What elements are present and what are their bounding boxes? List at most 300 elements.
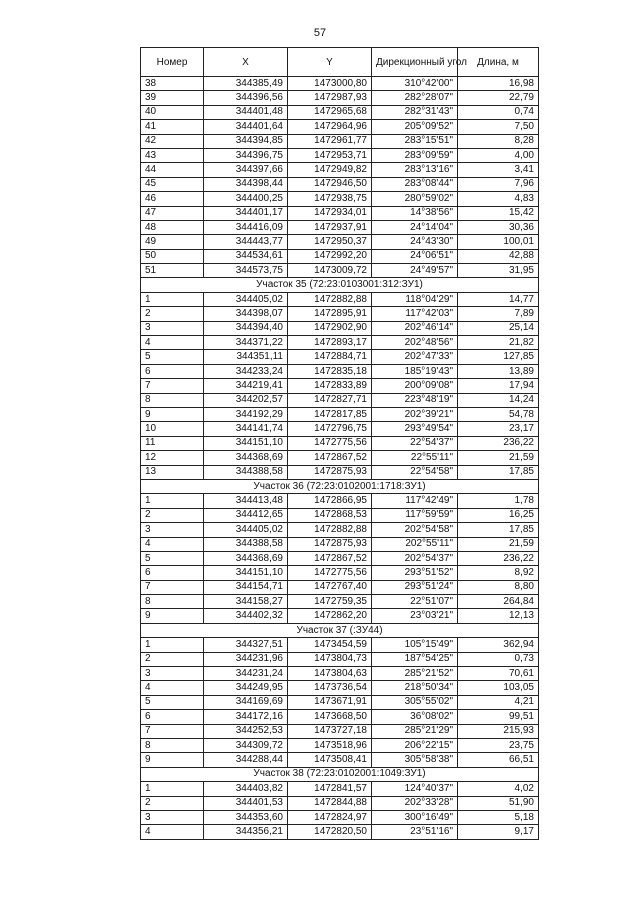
section-title: Участок 38 (72:23:0102001:1049:ЗУ1) — [141, 767, 539, 781]
table-row — [141, 350, 539, 364]
segment-length: 0,73 — [458, 652, 539, 666]
coord-x: 344403,82 — [204, 782, 288, 796]
segment-length: 1,78 — [458, 494, 539, 508]
section-title: Участок 36 (72:23:0102001:1718:ЗУ1) — [141, 479, 539, 493]
coord-x: 344151,10 — [204, 436, 288, 450]
table-row — [141, 566, 539, 580]
coord-y: 1472882,88 — [288, 523, 372, 537]
bearing-angle: 205°09'52" — [372, 120, 458, 134]
coord-y: 1472775,56 — [288, 436, 372, 450]
segment-length: 8,92 — [458, 566, 539, 580]
bearing-angle: 283°13'16" — [372, 163, 458, 177]
coord-x: 344158,27 — [204, 595, 288, 609]
coord-x: 344405,02 — [204, 523, 288, 537]
coord-y: 1472827,71 — [288, 393, 372, 407]
bearing-angle: 283°09'59" — [372, 148, 458, 162]
coord-x: 344172,16 — [204, 710, 288, 724]
coord-y: 1473000,80 — [288, 77, 372, 91]
segment-length: 70,61 — [458, 667, 539, 681]
coord-x: 344401,53 — [204, 796, 288, 810]
segment-length: 0,74 — [458, 105, 539, 119]
table-row — [141, 652, 539, 666]
point-number: 49 — [141, 235, 204, 249]
bearing-angle: 285°21'29" — [372, 724, 458, 738]
segment-length: 215,93 — [458, 724, 539, 738]
segment-length: 21,59 — [458, 537, 539, 551]
coord-x: 344356,21 — [204, 825, 288, 839]
coord-y: 1472987,93 — [288, 91, 372, 105]
coord-y: 1472767,40 — [288, 580, 372, 594]
table-row — [141, 580, 539, 594]
point-number: 9 — [141, 609, 204, 623]
bearing-angle: 282°31'43" — [372, 105, 458, 119]
point-number: 8 — [141, 595, 204, 609]
header-number: Номер — [141, 48, 204, 77]
point-number: 12 — [141, 451, 204, 465]
bearing-angle: 124°40'37" — [372, 782, 458, 796]
table-row — [141, 508, 539, 522]
coord-y: 1472759,35 — [288, 595, 372, 609]
coord-x: 344219,41 — [204, 379, 288, 393]
bearing-angle: 202°33'28" — [372, 796, 458, 810]
table-row — [141, 407, 539, 421]
coord-x: 344353,60 — [204, 810, 288, 824]
table-row — [141, 825, 539, 839]
point-number: 45 — [141, 177, 204, 191]
bearing-angle: 185°19'43" — [372, 364, 458, 378]
header-x: X — [204, 48, 288, 77]
segment-length: 31,95 — [458, 264, 539, 278]
coord-y: 1472964,96 — [288, 120, 372, 134]
coord-y: 1472961,77 — [288, 134, 372, 148]
point-number: 46 — [141, 192, 204, 206]
point-number: 5 — [141, 695, 204, 709]
coord-x: 344394,85 — [204, 134, 288, 148]
table-row — [141, 523, 539, 537]
segment-length: 30,36 — [458, 220, 539, 234]
coord-y: 1472875,93 — [288, 537, 372, 551]
bearing-angle: 218°50'34" — [372, 681, 458, 695]
bearing-angle: 293°51'52" — [372, 566, 458, 580]
table-row — [141, 609, 539, 623]
point-number: 1 — [141, 638, 204, 652]
coord-y: 1472824,97 — [288, 810, 372, 824]
segment-length: 7,96 — [458, 177, 539, 191]
bearing-angle: 117°42'03" — [372, 307, 458, 321]
point-number: 10 — [141, 422, 204, 436]
bearing-angle: 24°49'57" — [372, 264, 458, 278]
coord-y: 1472949,82 — [288, 163, 372, 177]
table-body — [141, 77, 539, 840]
table-row — [141, 120, 539, 134]
coord-y: 1472875,93 — [288, 465, 372, 479]
segment-length: 5,18 — [458, 810, 539, 824]
coord-y: 1473454,59 — [288, 638, 372, 652]
coord-x: 344401,17 — [204, 206, 288, 220]
segment-length: 7,50 — [458, 120, 539, 134]
coord-y: 1473804,63 — [288, 667, 372, 681]
table-row — [141, 595, 539, 609]
table-row — [141, 638, 539, 652]
segment-length: 4,21 — [458, 695, 539, 709]
segment-length: 51,90 — [458, 796, 539, 810]
bearing-angle: 23°03'21" — [372, 609, 458, 623]
coord-x: 344402,32 — [204, 609, 288, 623]
segment-length: 236,22 — [458, 551, 539, 565]
table-row — [141, 292, 539, 306]
point-number: 42 — [141, 134, 204, 148]
table-row — [141, 667, 539, 681]
table-row — [141, 422, 539, 436]
coord-y: 1473804,73 — [288, 652, 372, 666]
point-number: 5 — [141, 551, 204, 565]
segment-length: 127,85 — [458, 350, 539, 364]
point-number: 50 — [141, 249, 204, 263]
table-row — [141, 134, 539, 148]
bearing-angle: 202°46'14" — [372, 321, 458, 335]
coord-x: 344371,22 — [204, 336, 288, 350]
table-row — [141, 436, 539, 450]
coord-x: 344416,09 — [204, 220, 288, 234]
bearing-angle: 200°09'08" — [372, 379, 458, 393]
point-number: 3 — [141, 667, 204, 681]
coord-y: 1472820,50 — [288, 825, 372, 839]
table-row — [141, 91, 539, 105]
table-row — [141, 710, 539, 724]
point-number: 2 — [141, 307, 204, 321]
segment-length: 13,89 — [458, 364, 539, 378]
section-title-row — [141, 479, 539, 493]
point-number: 3 — [141, 523, 204, 537]
segment-length: 100,01 — [458, 235, 539, 249]
segment-length: 23,75 — [458, 738, 539, 752]
table-row — [141, 465, 539, 479]
coord-x: 344368,69 — [204, 451, 288, 465]
coord-y: 1472884,71 — [288, 350, 372, 364]
point-number: 2 — [141, 796, 204, 810]
segment-length: 4,02 — [458, 782, 539, 796]
coord-y: 1472866,95 — [288, 494, 372, 508]
table-row — [141, 220, 539, 234]
bearing-angle: 283°15'51" — [372, 134, 458, 148]
table-row — [141, 336, 539, 350]
point-number: 38 — [141, 77, 204, 91]
point-number: 39 — [141, 91, 204, 105]
bearing-angle: 105°15'49" — [372, 638, 458, 652]
table-row — [141, 77, 539, 91]
point-number: 9 — [141, 753, 204, 767]
coord-y: 1473671,91 — [288, 695, 372, 709]
point-number: 6 — [141, 566, 204, 580]
bearing-angle: 23°51'16" — [372, 825, 458, 839]
coord-x: 344396,56 — [204, 91, 288, 105]
segment-length: 7,89 — [458, 307, 539, 321]
coord-y: 1472937,91 — [288, 220, 372, 234]
bearing-angle: 14°38'56" — [372, 206, 458, 220]
coord-y: 1472965,68 — [288, 105, 372, 119]
point-number: 9 — [141, 407, 204, 421]
coord-y: 1472796,75 — [288, 422, 372, 436]
section-title-row — [141, 623, 539, 637]
point-number: 8 — [141, 738, 204, 752]
point-number: 8 — [141, 393, 204, 407]
coord-x: 344396,75 — [204, 148, 288, 162]
coord-x: 344397,66 — [204, 163, 288, 177]
point-number: 2 — [141, 652, 204, 666]
coord-x: 344202,57 — [204, 393, 288, 407]
table-row — [141, 393, 539, 407]
bearing-angle: 202°48'56" — [372, 336, 458, 350]
point-number: 51 — [141, 264, 204, 278]
coord-x: 344288,44 — [204, 753, 288, 767]
coord-x: 344233,24 — [204, 364, 288, 378]
point-number: 44 — [141, 163, 204, 177]
section-title-row — [141, 767, 539, 781]
point-number: 4 — [141, 681, 204, 695]
bearing-angle: 202°54'58" — [372, 523, 458, 537]
segment-length: 99,51 — [458, 710, 539, 724]
point-number: 1 — [141, 494, 204, 508]
bearing-angle: 22°51'07" — [372, 595, 458, 609]
point-number: 41 — [141, 120, 204, 134]
point-number: 48 — [141, 220, 204, 234]
header-bearing: Дирекционный угол — [372, 48, 458, 77]
segment-length: 8,80 — [458, 580, 539, 594]
coord-x: 344573,75 — [204, 264, 288, 278]
bearing-angle: 118°04'29" — [372, 292, 458, 306]
segment-length: 8,28 — [458, 134, 539, 148]
coord-y: 1472953,71 — [288, 148, 372, 162]
bearing-angle: 36°08'02" — [372, 710, 458, 724]
segment-length: 236,22 — [458, 436, 539, 450]
point-number: 7 — [141, 379, 204, 393]
coord-y: 1472950,37 — [288, 235, 372, 249]
bearing-angle: 223°48'19" — [372, 393, 458, 407]
segment-length: 9,17 — [458, 825, 539, 839]
segment-length: 16,98 — [458, 77, 539, 91]
coord-x: 344309,72 — [204, 738, 288, 752]
coord-x: 344154,71 — [204, 580, 288, 594]
coord-x: 344413,48 — [204, 494, 288, 508]
coord-y: 1473727,18 — [288, 724, 372, 738]
segment-length: 54,78 — [458, 407, 539, 421]
point-number: 1 — [141, 292, 204, 306]
coord-y: 1473736,54 — [288, 681, 372, 695]
table-row — [141, 264, 539, 278]
table-row — [141, 192, 539, 206]
point-number: 1 — [141, 782, 204, 796]
bearing-angle: 24°06'51" — [372, 249, 458, 263]
table-row — [141, 724, 539, 738]
header-y: Y — [288, 48, 372, 77]
coord-y: 1473508,41 — [288, 753, 372, 767]
table-row — [141, 753, 539, 767]
coord-x: 344249,95 — [204, 681, 288, 695]
coord-y: 1472835,18 — [288, 364, 372, 378]
coord-y: 1472844,88 — [288, 796, 372, 810]
table-row — [141, 782, 539, 796]
segment-length: 3,41 — [458, 163, 539, 177]
table-row — [141, 738, 539, 752]
point-number: 7 — [141, 724, 204, 738]
coord-y: 1472817,85 — [288, 407, 372, 421]
table-row — [141, 810, 539, 824]
coord-x: 344443,77 — [204, 235, 288, 249]
coord-y: 1472895,91 — [288, 307, 372, 321]
point-number: 6 — [141, 364, 204, 378]
segment-length: 42,88 — [458, 249, 539, 263]
coord-y: 1472934,01 — [288, 206, 372, 220]
coord-x: 344412,65 — [204, 508, 288, 522]
table-row — [141, 681, 539, 695]
coord-y: 1473518,96 — [288, 738, 372, 752]
coord-y: 1472893,17 — [288, 336, 372, 350]
coord-x: 344388,58 — [204, 537, 288, 551]
bearing-angle: 22°54'37" — [372, 436, 458, 450]
table-row — [141, 105, 539, 119]
coord-y: 1472868,53 — [288, 508, 372, 522]
segment-length: 4,00 — [458, 148, 539, 162]
bearing-angle: 293°49'54" — [372, 422, 458, 436]
bearing-angle: 202°47'33" — [372, 350, 458, 364]
coord-x: 344351,11 — [204, 350, 288, 364]
segment-length: 264,84 — [458, 595, 539, 609]
coord-x: 344327,51 — [204, 638, 288, 652]
segment-length: 25,14 — [458, 321, 539, 335]
bearing-angle: 280°59'02" — [372, 192, 458, 206]
segment-length: 4,83 — [458, 192, 539, 206]
bearing-angle: 187°54'25" — [372, 652, 458, 666]
bearing-angle: 24°43'30" — [372, 235, 458, 249]
coord-y: 1472992,20 — [288, 249, 372, 263]
table-row — [141, 206, 539, 220]
table-row — [141, 364, 539, 378]
table-row — [141, 235, 539, 249]
section-title: Участок 35 (72:23:0103001:312:ЗУ1) — [141, 278, 539, 292]
coord-y: 1472946,50 — [288, 177, 372, 191]
table-row — [141, 163, 539, 177]
point-number: 4 — [141, 825, 204, 839]
coord-x: 344401,64 — [204, 120, 288, 134]
table-header-row — [141, 48, 539, 77]
coord-y: 1472841,57 — [288, 782, 372, 796]
point-number: 47 — [141, 206, 204, 220]
point-number: 5 — [141, 350, 204, 364]
bearing-angle: 283°08'44" — [372, 177, 458, 191]
table-row — [141, 537, 539, 551]
point-number: 4 — [141, 336, 204, 350]
coordinates-table — [140, 47, 539, 840]
bearing-angle: 24°14'04" — [372, 220, 458, 234]
coord-y: 1473668,50 — [288, 710, 372, 724]
coord-y: 1472902,90 — [288, 321, 372, 335]
coord-y: 1473009,72 — [288, 264, 372, 278]
coord-x: 344405,02 — [204, 292, 288, 306]
bearing-angle: 22°54'58" — [372, 465, 458, 479]
coord-x: 344231,24 — [204, 667, 288, 681]
coord-x: 344368,69 — [204, 551, 288, 565]
coord-x: 344169,69 — [204, 695, 288, 709]
segment-length: 14,24 — [458, 393, 539, 407]
point-number: 7 — [141, 580, 204, 594]
coord-x: 344385,49 — [204, 77, 288, 91]
table-row — [141, 796, 539, 810]
coord-y: 1472775,56 — [288, 566, 372, 580]
coord-x: 344398,07 — [204, 307, 288, 321]
coord-x: 344401,48 — [204, 105, 288, 119]
segment-length: 14,77 — [458, 292, 539, 306]
bearing-angle: 117°42'49" — [372, 494, 458, 508]
table-row — [141, 695, 539, 709]
segment-length: 66,51 — [458, 753, 539, 767]
bearing-angle: 206°22'15" — [372, 738, 458, 752]
coord-x: 344192,29 — [204, 407, 288, 421]
coord-x: 344151,10 — [204, 566, 288, 580]
segment-length: 21,59 — [458, 451, 539, 465]
table-row — [141, 379, 539, 393]
table-row — [141, 551, 539, 565]
bearing-angle: 293°51'24" — [372, 580, 458, 594]
table-row — [141, 321, 539, 335]
point-number: 2 — [141, 508, 204, 522]
bearing-angle: 282°28'07" — [372, 91, 458, 105]
point-number: 43 — [141, 148, 204, 162]
bearing-angle: 305°55'02" — [372, 695, 458, 709]
point-number: 4 — [141, 537, 204, 551]
bearing-angle: 285°21'52" — [372, 667, 458, 681]
segment-length: 16,25 — [458, 508, 539, 522]
coord-x: 344400,25 — [204, 192, 288, 206]
point-number: 3 — [141, 810, 204, 824]
point-number: 11 — [141, 436, 204, 450]
coord-y: 1472833,89 — [288, 379, 372, 393]
table-row — [141, 177, 539, 191]
section-title-row — [141, 278, 539, 292]
segment-length: 103,05 — [458, 681, 539, 695]
coord-y: 1472867,52 — [288, 551, 372, 565]
bearing-angle: 117°59'59" — [372, 508, 458, 522]
coord-x: 344252,53 — [204, 724, 288, 738]
point-number: 40 — [141, 105, 204, 119]
segment-length: 17,85 — [458, 465, 539, 479]
point-number: 6 — [141, 710, 204, 724]
bearing-angle: 305°58'38" — [372, 753, 458, 767]
segment-length: 17,94 — [458, 379, 539, 393]
coord-y: 1472867,52 — [288, 451, 372, 465]
bearing-angle: 202°55'11" — [372, 537, 458, 551]
bearing-angle: 300°16'49" — [372, 810, 458, 824]
coord-x: 344394,40 — [204, 321, 288, 335]
section-title: Участок 37 (:ЗУ44) — [141, 623, 539, 637]
table-row — [141, 148, 539, 162]
bearing-angle: 202°54'37" — [372, 551, 458, 565]
table-row — [141, 494, 539, 508]
coord-x: 344398,44 — [204, 177, 288, 191]
coord-x: 344141,74 — [204, 422, 288, 436]
bearing-angle: 310°42'00" — [372, 77, 458, 91]
coord-x: 344231,96 — [204, 652, 288, 666]
table-row — [141, 249, 539, 263]
coord-x: 344388,58 — [204, 465, 288, 479]
segment-length: 362,94 — [458, 638, 539, 652]
point-number: 3 — [141, 321, 204, 335]
coord-x: 344534,61 — [204, 249, 288, 263]
segment-length: 15,42 — [458, 206, 539, 220]
table-row — [141, 451, 539, 465]
segment-length: 23,17 — [458, 422, 539, 436]
segment-length: 22,79 — [458, 91, 539, 105]
segment-length: 17,85 — [458, 523, 539, 537]
